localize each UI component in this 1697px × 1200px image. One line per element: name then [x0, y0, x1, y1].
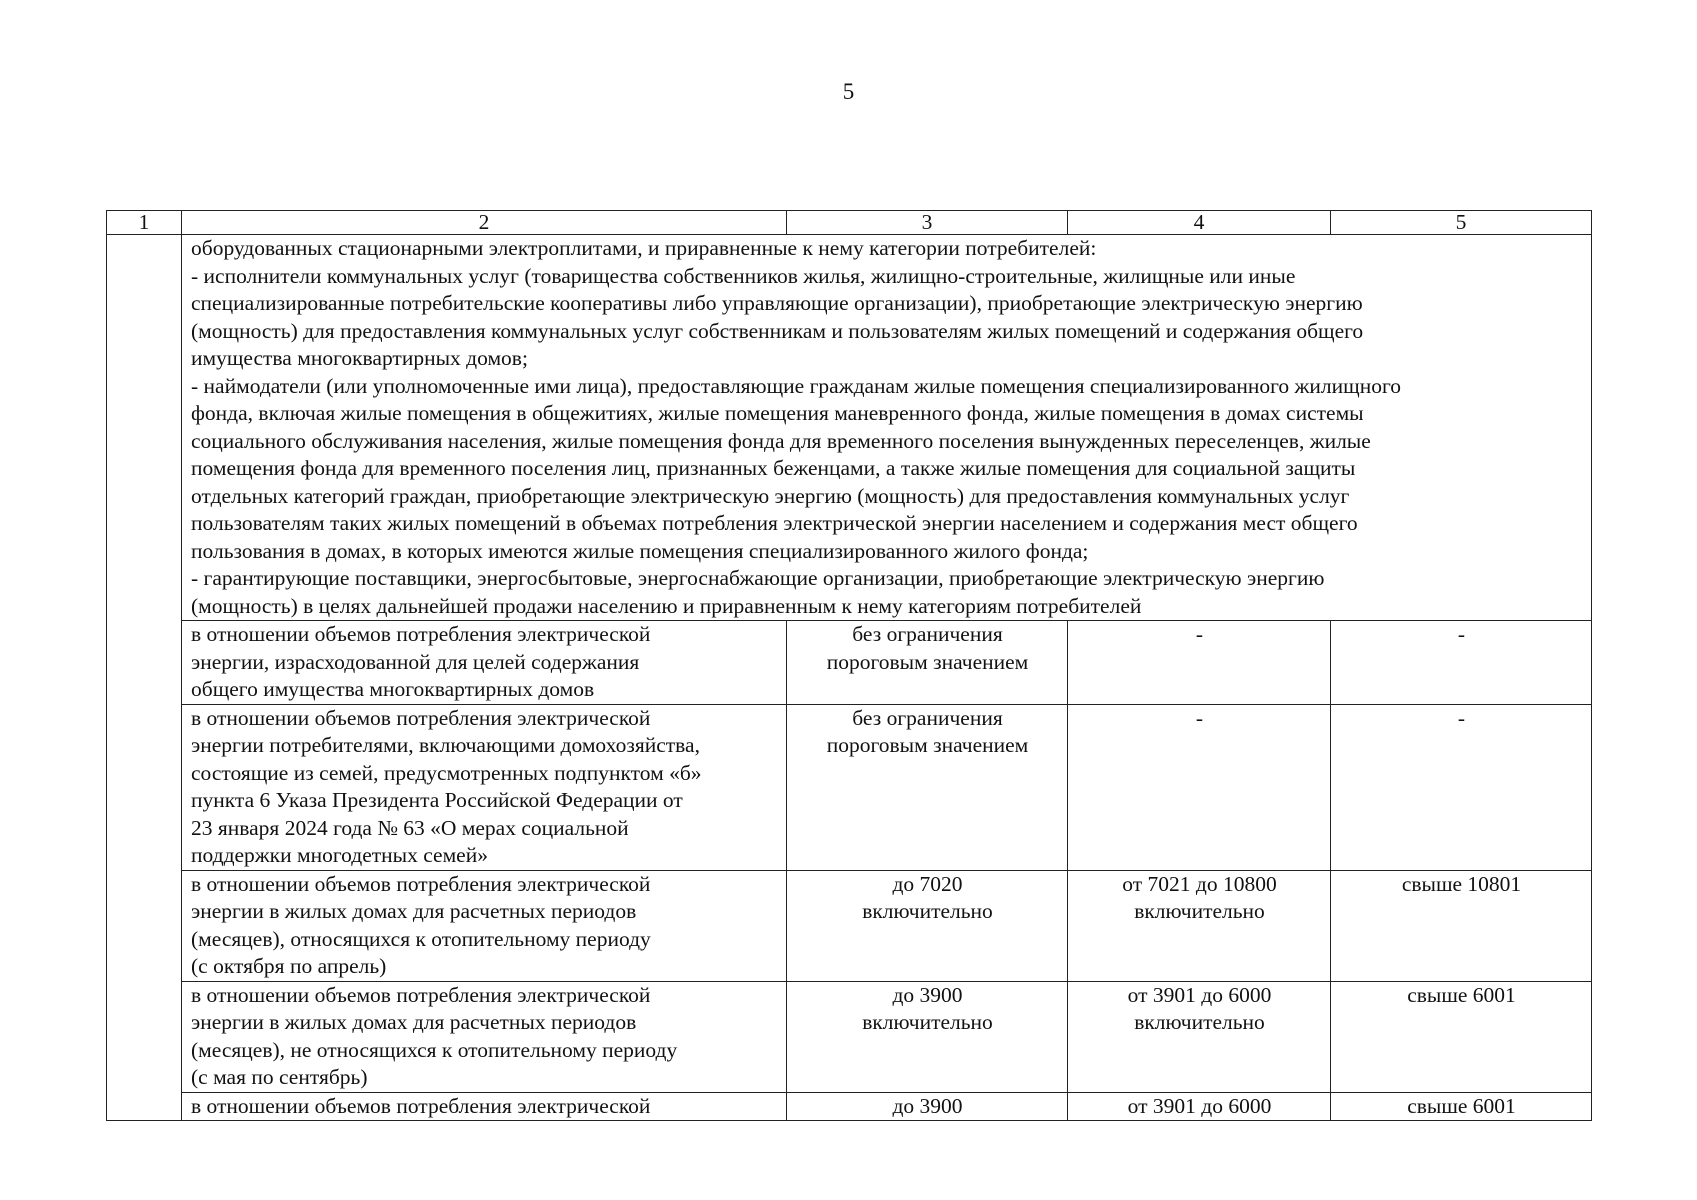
text-line: энергии в жилых домах для расчетных периодов [191, 899, 637, 923]
text-line: - [1457, 622, 1466, 646]
text-line: - исполнители коммунальных услуг (товарищества собственников жилья, жилищно-строительные, жилищные или иные [191, 263, 1296, 288]
text-line: включительно [1134, 899, 1265, 923]
text-line: (месяцев), относящихся к отопительному периоду [191, 926, 651, 951]
text-line: - [1457, 705, 1466, 730]
text-line: 23 января 2024 года № 63 «О мерах социальной [191, 815, 629, 840]
text-line: - [1195, 705, 1204, 730]
intro-row [107, 235, 1592, 621]
text-line: без ограничения [852, 622, 1003, 646]
consumer-categories-text [182, 235, 1592, 621]
text-line: имущества многоквартирных домов; [191, 346, 528, 370]
header-cell-2: 2 [182, 211, 787, 235]
threshold-2-cell [1068, 870, 1331, 981]
threshold-1-cell [787, 704, 1068, 870]
row-description [182, 704, 787, 870]
text-line: - гарантирующие поставщики, энергосбытовые, энергоснабжающие организации, приобретающие электрическую энергию [191, 566, 1325, 590]
threshold-2-cell [1068, 981, 1331, 1092]
text-line: от 3901 до 6000 [1127, 982, 1272, 1007]
row-description [182, 1092, 787, 1121]
text-line: пороговым значением [826, 649, 1029, 674]
threshold-3-cell [1331, 704, 1592, 870]
text-line: пункта 6 Указа Президента Российской Федерации от [191, 788, 683, 812]
header-cell-5: 5 [1331, 211, 1592, 235]
header-cell-3: 3 [787, 211, 1068, 235]
threshold-3-cell [1331, 870, 1592, 981]
text-line: (с мая по сентябрь) [191, 1065, 368, 1089]
threshold-1-cell [787, 981, 1068, 1092]
text-line: энергии, израсходованной для целей содержания [191, 649, 640, 674]
text-line: отдельных категорий граждан, приобретающие электрическую энергию (мощность) для предоставления коммунальных услуг [191, 483, 1350, 508]
text-line: до 3900 [892, 1093, 963, 1118]
text-line: до 7020 [892, 871, 963, 896]
text-line: (с октября по апрель) [191, 954, 387, 978]
row-description [182, 870, 787, 981]
text-line: поддержки многодетных семей» [191, 843, 488, 867]
threshold-2-cell [1068, 1092, 1331, 1121]
text-line: оборудованных стационарными электроплитами, и приравненные к нему категории потребителей: [191, 236, 1097, 260]
table-row [107, 870, 1592, 981]
text-line: энергии в жилых домах для расчетных периодов [191, 1010, 637, 1034]
text-line: до 3900 [892, 982, 963, 1007]
text-line: в отношении объемов потребления электрической [191, 871, 651, 896]
text-line: свыше 10801 [1401, 871, 1522, 896]
number-column-cell [107, 235, 182, 1121]
header-cell-4: 4 [1068, 211, 1331, 235]
text-line: свыше 6001 [1407, 982, 1516, 1007]
text-line: пользования в домах, в которых имеются жилые помещения специализированного жилого фонда; [191, 538, 1089, 563]
table-row [107, 621, 1592, 705]
threshold-3-cell [1331, 621, 1592, 705]
text-line: в отношении объемов потребления электрической [191, 982, 651, 1007]
text-line: общего имущества многоквартирных домов [191, 677, 595, 701]
text-line: энергии потребителями, включающими домохозяйства, [191, 733, 700, 757]
table-header-row [107, 211, 1592, 235]
text-line: от 7021 до 10800 [1122, 871, 1277, 896]
text-line: - наймодатели (или уполномоченные ими лица), предоставляющие гражданам жилые помещения специализированного жилищного [191, 373, 1401, 398]
header-cell-1: 1 [107, 211, 182, 235]
threshold-1-cell [787, 870, 1068, 981]
text-line: пользователям таких жилых помещений в объемах потребления электрической энергии населением и содержания мест общего [191, 511, 1358, 535]
text-line: свыше 6001 [1407, 1093, 1516, 1118]
text-line: (мощность) для предоставления коммунальных услуг собственникам и пользователям жилых помещений и содержания общего [191, 318, 1364, 343]
threshold-2-cell [1068, 621, 1331, 705]
text-line: в отношении объемов потребления электрической [191, 1093, 651, 1118]
tariff-table [106, 210, 1592, 1121]
table-row [107, 704, 1592, 870]
threshold-2-cell [1068, 704, 1331, 870]
threshold-1-cell [787, 621, 1068, 705]
text-line: (месяцев), не относящихся к отопительному периоду [191, 1037, 678, 1062]
row-description [182, 981, 787, 1092]
text-line: без ограничения [852, 705, 1003, 730]
text-line: (мощность) в целях дальнейшей продажи населению и приравненным к нему категориям потребителей [191, 593, 1142, 618]
text-line: включительно [862, 899, 993, 923]
table-row [107, 981, 1592, 1092]
table-row [107, 1092, 1592, 1121]
text-line: пороговым значением [826, 733, 1029, 757]
text-line: включительно [862, 1010, 993, 1034]
text-line: фонда, включая жилые помещения в общежитиях, жилые помещения маневренного фонда, жилые помещения в домах системы [191, 401, 1364, 425]
text-line: социального обслуживания населения, жилые помещения фонда для временного поселения вынужденных переселенцев, жилые [191, 428, 1371, 453]
text-line: в отношении объемов потребления электрической [191, 622, 651, 646]
threshold-1-cell [787, 1092, 1068, 1121]
text-line: специализированные потребительские кооперативы либо управляющие организации), приобретающие электрическую энергию [191, 291, 1363, 315]
text-line: помещения фонда для временного поселения лиц, признанных беженцами, а также жилые помещения для социальной защиты [191, 456, 1356, 480]
text-line: - [1195, 622, 1204, 646]
text-line: в отношении объемов потребления электрической [191, 705, 651, 730]
row-description [182, 621, 787, 705]
text-line: от 3901 до 6000 [1127, 1093, 1272, 1118]
page-number: 5 [842, 79, 855, 104]
text-line: включительно [1134, 1010, 1265, 1034]
threshold-3-cell [1331, 981, 1592, 1092]
text-line: состоящие из семей, предусмотренных подпунктом «б» [191, 760, 702, 785]
threshold-3-cell [1331, 1092, 1592, 1121]
